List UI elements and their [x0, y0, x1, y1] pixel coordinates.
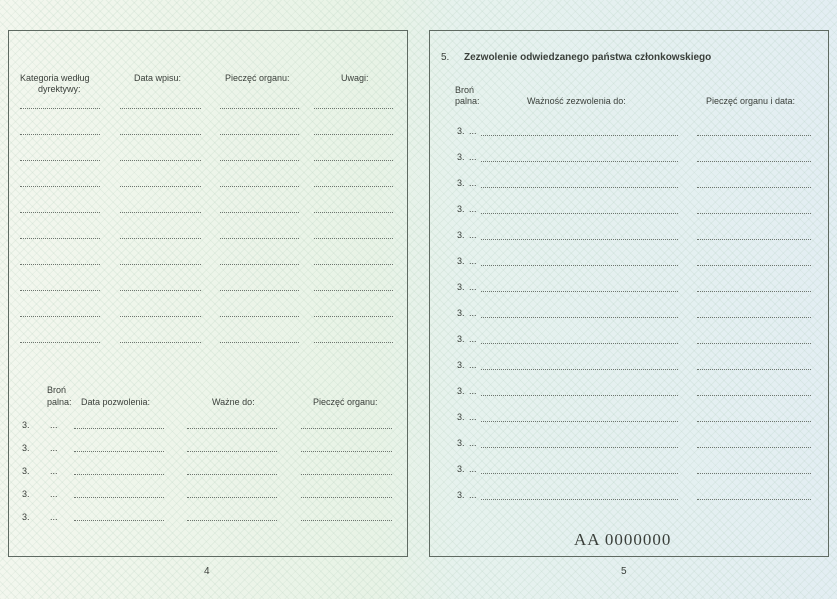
stamp-date-line — [697, 369, 811, 370]
permit-date-line — [74, 520, 164, 521]
entry-line — [20, 316, 100, 317]
visit-row-number: 3. — [457, 360, 465, 370]
visit-row-number: 3. — [457, 464, 465, 474]
entry-line — [120, 212, 201, 213]
page-number-right: 5 — [621, 566, 627, 577]
visit-row-number: 3. — [457, 152, 465, 162]
entry-line — [314, 342, 393, 343]
validity-line — [481, 343, 678, 344]
validity-line — [481, 369, 678, 370]
entry-line — [20, 212, 100, 213]
visit-row-number: 3. — [457, 334, 465, 344]
valid-until-line — [187, 451, 277, 452]
firearm-row-number: 3. — [22, 466, 30, 476]
visit-row-number: 3. — [457, 490, 465, 500]
visit-row-number: 3. — [457, 204, 465, 214]
stamp-date-line — [697, 317, 811, 318]
firearm-row-number: 3. — [22, 443, 30, 453]
visit-row-fill: ... — [469, 204, 477, 214]
firearm-row-fill: ... — [50, 466, 58, 476]
entry-line — [220, 342, 299, 343]
entry-line — [220, 290, 299, 291]
firearm-row-fill: ... — [50, 443, 58, 453]
entry-line — [220, 316, 299, 317]
visit-row-number: 3. — [457, 126, 465, 136]
section-title: Zezwolenie odwiedzanego państwa członkowskiego — [464, 52, 712, 63]
entry-line — [120, 108, 201, 109]
left-page-frame — [8, 30, 408, 557]
firearm-row-number: 3. — [22, 512, 30, 522]
entry-line — [20, 160, 100, 161]
visit-row-fill: ... — [469, 230, 477, 240]
stamp-date-line — [697, 421, 811, 422]
validity-line — [481, 265, 678, 266]
visit-row-fill: ... — [469, 178, 477, 188]
stamp-date-line — [697, 291, 811, 292]
permit-date-header: Data pozwolenia: — [81, 397, 151, 407]
validity-line — [481, 499, 678, 500]
entry-line — [120, 160, 201, 161]
stamp-date-line — [697, 395, 811, 396]
entry-line — [20, 264, 100, 265]
entry-line — [20, 186, 100, 187]
entry-line — [220, 160, 299, 161]
visit-row-fill: ... — [469, 282, 477, 292]
notes-header: Uwagi: — [341, 73, 369, 83]
validity-line — [481, 421, 678, 422]
entry-line — [220, 186, 299, 187]
entry-line — [20, 108, 100, 109]
firearm-row-fill: ... — [50, 420, 58, 430]
stamp-header: Pieczęć organu: — [225, 73, 290, 83]
visit-row-number: 3. — [457, 256, 465, 266]
visit-row-fill: ... — [469, 412, 477, 422]
serial-number: AA 0000000 — [574, 530, 672, 549]
validity-line — [481, 239, 678, 240]
stamp-date-line — [697, 265, 811, 266]
category-header-line2: dyrektywy: — [38, 84, 81, 94]
validity-line — [481, 187, 678, 188]
visit-firearm-header-line1: Broń — [455, 85, 475, 95]
entry-line — [120, 186, 201, 187]
visit-row-fill: ... — [469, 386, 477, 396]
visit-row-fill: ... — [469, 464, 477, 474]
visit-row-fill: ... — [469, 438, 477, 448]
visit-row-number: 3. — [457, 386, 465, 396]
valid-until-line — [187, 474, 277, 475]
validity-line — [481, 317, 678, 318]
entry-line — [20, 134, 100, 135]
validity-line — [481, 473, 678, 474]
valid-until-line — [187, 428, 277, 429]
page-number-left: 4 — [204, 566, 210, 577]
validity-line — [481, 135, 678, 136]
entry-line — [20, 290, 100, 291]
visit-row-number: 3. — [457, 438, 465, 448]
stamp-date-line — [697, 161, 811, 162]
stamp-date-header: Pieczęć organu i data: — [706, 96, 796, 106]
stamp-date-line — [697, 239, 811, 240]
valid-until-header: Ważne do: — [212, 397, 255, 407]
stamp-date-line — [697, 213, 811, 214]
entry-line — [220, 134, 299, 135]
entry-line — [314, 160, 393, 161]
entry-line — [314, 264, 393, 265]
validity-line — [481, 291, 678, 292]
entry-line — [314, 316, 393, 317]
validity-line — [481, 213, 678, 214]
validity-line — [481, 447, 678, 448]
visit-row-fill: ... — [469, 334, 477, 344]
entry-line — [314, 212, 393, 213]
visit-row-fill: ... — [469, 256, 477, 266]
visit-firearm-header-line2: palna: — [455, 96, 480, 106]
entry-line — [314, 290, 393, 291]
date-entry-header: Data wpisu: — [134, 73, 182, 83]
entry-line — [314, 108, 393, 109]
permit-date-line — [74, 497, 164, 498]
validity-header: Ważność zezwolenia do: — [527, 96, 626, 106]
visit-row-fill: ... — [469, 360, 477, 370]
visit-row-fill: ... — [469, 308, 477, 318]
firearm-header-line1: Broń — [47, 385, 67, 395]
visit-row-fill: ... — [469, 490, 477, 500]
visit-row-fill: ... — [469, 152, 477, 162]
entry-line — [220, 212, 299, 213]
stamp-line — [301, 520, 392, 521]
stamp-line — [301, 451, 392, 452]
entry-line — [120, 134, 201, 135]
entry-line — [220, 264, 299, 265]
firearm-row-number: 3. — [22, 420, 30, 430]
stamp-date-line — [697, 135, 811, 136]
firearm-row-fill: ... — [50, 489, 58, 499]
stamp-date-line — [697, 187, 811, 188]
category-header-line1: Kategoria według — [20, 73, 90, 83]
stamp-line — [301, 497, 392, 498]
visit-row-number: 3. — [457, 282, 465, 292]
validity-line — [481, 161, 678, 162]
entry-line — [20, 342, 100, 343]
permit-date-line — [74, 451, 164, 452]
firearm-header-line2: palna: — [47, 397, 72, 407]
entry-line — [314, 134, 393, 135]
entry-line — [120, 316, 201, 317]
visit-row-number: 3. — [457, 412, 465, 422]
stamp-date-line — [697, 473, 811, 474]
visit-row-fill: ... — [469, 126, 477, 136]
entry-line — [120, 290, 201, 291]
firearm-row-number: 3. — [22, 489, 30, 499]
firearm-stamp-header: Pieczęć organu: — [313, 397, 378, 407]
visit-row-number: 3. — [457, 178, 465, 188]
stamp-line — [301, 428, 392, 429]
permit-date-line — [74, 474, 164, 475]
validity-line — [481, 395, 678, 396]
entry-line — [120, 264, 201, 265]
entry-line — [120, 238, 201, 239]
right-page-frame — [429, 30, 829, 557]
valid-until-line — [187, 497, 277, 498]
visit-row-number: 3. — [457, 230, 465, 240]
entry-line — [314, 238, 393, 239]
entry-line — [220, 108, 299, 109]
entry-line — [20, 238, 100, 239]
entry-line — [220, 238, 299, 239]
permit-date-line — [74, 428, 164, 429]
entry-line — [314, 186, 393, 187]
entry-line — [120, 342, 201, 343]
valid-until-line — [187, 520, 277, 521]
firearm-row-fill: ... — [50, 512, 58, 522]
stamp-date-line — [697, 343, 811, 344]
stamp-date-line — [697, 499, 811, 500]
section-number: 5. — [441, 52, 450, 63]
stamp-date-line — [697, 447, 811, 448]
visit-row-number: 3. — [457, 308, 465, 318]
stamp-line — [301, 474, 392, 475]
